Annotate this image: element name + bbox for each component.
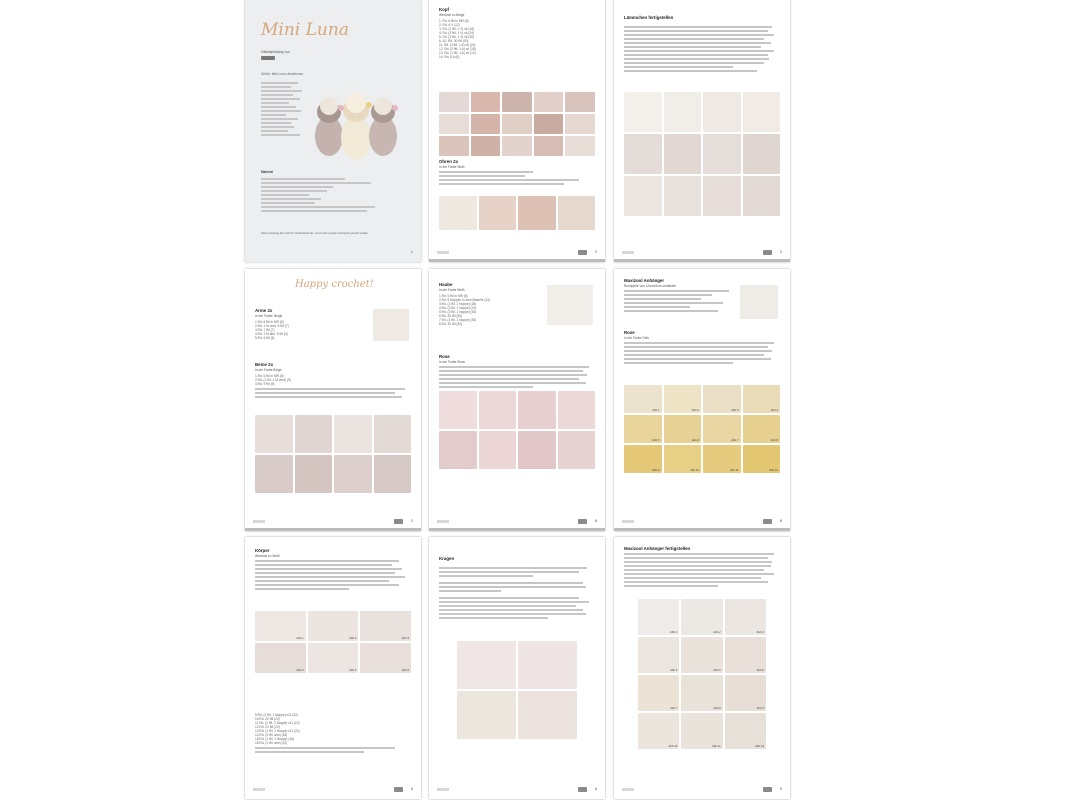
section-subtitle-arme: In der Farbe: Beige	[255, 314, 283, 318]
row-9: 13. Rd. (1 fM, 1 A) x6 (12)	[439, 51, 476, 55]
section-subtitle-beine: In der Farbe Beige	[255, 368, 282, 372]
row-4: 4.Rd. 1 M abn. 5 fM (6)	[255, 332, 288, 336]
step-photo	[518, 196, 556, 230]
step-photo	[518, 641, 577, 689]
row-9: 9.Rd. (1 fM, 1 Noppe) x11 (22)	[255, 713, 298, 717]
materials-heading: Material	[261, 170, 274, 174]
step-photo	[295, 415, 333, 453]
section-title: Körper	[255, 548, 270, 553]
row-5: 5.Rd. (3 fM, 1 Noppe) (30)	[439, 310, 477, 314]
step-photo	[518, 431, 556, 469]
cover-title: Mini Luna	[261, 20, 349, 40]
page-footer-bar	[614, 528, 790, 531]
section-title-beine: Beine 2x	[255, 362, 274, 367]
step-photo	[479, 431, 517, 469]
row-16: 16.Rd. (1 fM, abn) (12)	[255, 741, 288, 745]
footer-logo	[437, 788, 449, 791]
step-photo	[534, 92, 564, 112]
step-photo	[565, 92, 595, 112]
step-photo	[664, 176, 702, 216]
designer-logo	[261, 56, 275, 60]
row-10: 14. Rd. 6 A (6)	[439, 55, 460, 59]
step-photo	[743, 385, 781, 413]
figure-label: Abb.11	[711, 744, 721, 748]
step-photo	[725, 599, 766, 635]
row-5: 5. Rd. (3 fM, 1 V) x6 (30)	[439, 35, 475, 39]
section-title: Haube	[439, 282, 453, 287]
page-footer-bar	[429, 259, 605, 262]
step-photo	[743, 445, 781, 473]
step-photo	[703, 176, 741, 216]
figure-label: Abb.5	[713, 668, 721, 672]
section-title-ohren: Ohren 2x	[439, 159, 459, 164]
brand-icon	[394, 787, 403, 792]
row-3: 3.Rd. 9 fM (9)	[255, 382, 275, 386]
cover-footer: Diese Anleitung darf nicht für Verkaufszwecke, nur für den privaten Gebrauch genutzt werden.	[261, 232, 369, 235]
figure-label: Abb.6	[401, 668, 409, 672]
row-8: 12. Rd. (2 fM, 1 A) x6 (18)	[439, 47, 476, 51]
footer-logo	[622, 788, 634, 791]
figure-label: Abb.6	[756, 668, 764, 672]
brand-icon	[763, 250, 772, 255]
step-photo	[439, 431, 477, 469]
section-subtitle: Rundperle von 12mm/2cm umhäkeln	[624, 284, 677, 288]
step-photo	[360, 643, 411, 673]
step-photo	[334, 415, 372, 453]
footer-logo	[622, 520, 634, 523]
step-photo	[624, 445, 662, 473]
step-photo	[308, 643, 359, 673]
row-7: 11. Rd. (3 fM, 1 A) x6 (24)	[439, 43, 476, 47]
page-number: 8	[594, 518, 597, 523]
page-koerper	[245, 537, 421, 799]
header-script: Happy crochet!	[295, 279, 374, 290]
figure-label: Abb.12	[769, 468, 778, 472]
figure-label: Abb.10	[668, 744, 678, 748]
brand-icon	[763, 519, 772, 524]
row-2: 2.Rd. 6 Noppen in eine Masche (12)	[439, 298, 491, 302]
page-number: 2	[594, 249, 597, 254]
figure-label: Abb.7	[731, 438, 739, 442]
figure-label: Abb.1	[652, 408, 660, 412]
photo-grid	[439, 92, 595, 156]
page-footer-bar	[429, 528, 605, 531]
figure-label: Abb.8	[713, 706, 721, 710]
step-photo	[624, 176, 662, 216]
step-photo	[664, 92, 702, 132]
row-14: 14.Rd. (3 fM, abn) (18)	[255, 733, 288, 737]
step-photo	[255, 611, 306, 641]
step-photo	[334, 455, 372, 493]
figure-label: Abb.5	[349, 668, 357, 672]
figure-label: Abb.3	[731, 408, 739, 412]
step-photo	[703, 385, 741, 413]
figure-label: Abb.11	[729, 468, 739, 472]
page-number: 3	[779, 249, 782, 254]
page-footer-bar	[614, 259, 790, 262]
footer-logo	[622, 251, 634, 254]
step-photo	[703, 134, 741, 174]
step-photo	[439, 196, 477, 230]
section-subtitle: Wechsel zu Weiß	[255, 554, 280, 558]
step-photo	[703, 92, 741, 132]
step-photo	[439, 92, 469, 112]
step-photo	[518, 391, 556, 429]
photo-grid	[439, 196, 595, 230]
section-title: Maxizool Anhänger	[624, 278, 665, 283]
page-number: 2	[410, 518, 413, 523]
page-maxizool-fertig	[614, 537, 790, 799]
row-4: 4.Rd. (2 fM, 1 Noppe) (24)	[439, 306, 477, 310]
bead-photo	[740, 285, 778, 319]
row-3: 3.Rd. 7 fM (7)	[255, 328, 275, 332]
step-photo	[439, 114, 469, 134]
step-photo	[502, 136, 532, 156]
step-photo	[624, 92, 662, 132]
section-title: Lämmchen fertigstellen	[624, 15, 674, 20]
page-laemmchen	[614, 0, 790, 262]
figure-label: Abb.2	[691, 408, 699, 412]
footer-logo	[253, 788, 265, 791]
figure-label: Abb.4	[296, 668, 304, 672]
step-photo	[534, 136, 564, 156]
step-photo	[664, 445, 702, 473]
section-subtitle-rose: In der Farbe Gelb	[624, 336, 649, 340]
figure-label: Abb.6	[691, 438, 699, 442]
footer-logo	[437, 520, 449, 523]
page-number: 8	[779, 518, 782, 523]
row-8: 8.Rd. 30 fM (30)	[439, 322, 463, 326]
section-subtitle: Wechsel zu Beige	[439, 13, 465, 17]
brand-icon	[394, 519, 403, 524]
row-10: 10.Rd. 22 fM (22)	[255, 717, 280, 721]
figure-label: Abb.9	[756, 706, 764, 710]
step-photo	[638, 713, 679, 749]
page-kragen	[429, 537, 605, 799]
page-number: 5	[410, 786, 413, 791]
section-title-rose: Rose	[624, 330, 635, 335]
row-2: 2.Rd. (1 fM, 1 M verd) (9)	[255, 378, 291, 382]
figure-label: Abb.5	[652, 438, 660, 442]
step-photo	[558, 196, 596, 230]
row-3: 3.Rd. (1 fM, 1 Noppe) (18)	[439, 302, 477, 306]
step-photo	[439, 136, 469, 156]
figure-label: Abb.2	[713, 630, 721, 634]
figure-label: Abb.8	[770, 438, 778, 442]
row-1: 1.Rd. 6 fM in MR (6)	[255, 320, 284, 324]
row-4: 4. Rd. (2 fM, 1 V) x6 (24)	[439, 31, 475, 35]
step-photo	[664, 415, 702, 443]
step-photo	[558, 391, 596, 429]
section-subtitle-ohren: In der Farbe Weiß	[439, 165, 465, 169]
step-photo	[255, 455, 293, 493]
figure-label: Abb.3	[401, 636, 409, 640]
figure-label: Abb.1	[670, 630, 678, 634]
step-photo	[743, 92, 781, 132]
designer-line: Grüße: Mini Luna, Amelierose	[261, 72, 304, 76]
step-photo	[255, 643, 306, 673]
step-photo	[374, 415, 412, 453]
row-1: 1.Rd. 6 fM in MR (6)	[439, 294, 468, 298]
photo-grid	[255, 415, 411, 493]
step-photo	[725, 713, 766, 749]
step-photo	[743, 176, 781, 216]
row-7: 7.Rd. (1 fM, 1 Noppe) (30)	[439, 318, 477, 322]
footer-logo	[437, 251, 449, 254]
step-photo	[681, 675, 722, 711]
brand-icon	[578, 519, 587, 524]
photo-grid	[638, 599, 766, 749]
figure-label: Abb.1	[296, 636, 304, 640]
row-6: 6.-10. Rd. 30 fM (30)	[439, 39, 469, 43]
step-photo	[457, 641, 516, 689]
photo-grid	[255, 611, 411, 673]
page-number: 1	[410, 249, 413, 254]
page-maxizool	[614, 269, 790, 531]
step-photo	[725, 637, 766, 673]
row-1: 1. Rd. 6 fM in MR (6)	[439, 19, 469, 23]
step-photo	[638, 599, 679, 635]
step-photo	[518, 691, 577, 739]
step-photo	[681, 637, 722, 673]
row-15: 15.Rd. (1 fM, 1 Noppe) (18)	[255, 737, 294, 741]
row-11: 11.Rd. (1 fM, 1 Noppe) x11 (22)	[255, 721, 300, 725]
photo-grid	[624, 92, 780, 216]
page-cover	[245, 0, 421, 262]
step-photo	[638, 675, 679, 711]
cover-text-column	[261, 80, 307, 138]
photo-grid	[439, 391, 595, 469]
materials-list	[261, 176, 381, 214]
row-6: 6.Rd. 30 fM (30)	[439, 314, 463, 318]
figure-label: Abb.3	[756, 630, 764, 634]
step-photo	[624, 385, 662, 413]
section-title: Kopf	[439, 7, 449, 12]
arms-photo	[373, 309, 409, 341]
step-photo	[624, 134, 662, 174]
brand-icon	[578, 787, 587, 792]
row-13: 13.Rd. (1 fM, 1 Noppe) x11 (22)	[255, 729, 300, 733]
section-subtitle: In der Farbe Weiß	[439, 288, 465, 292]
figure-label: Abb.2	[349, 636, 357, 640]
haube-photo	[547, 285, 593, 325]
step-photo	[743, 134, 781, 174]
step-photo	[502, 92, 532, 112]
step-photo	[295, 455, 333, 493]
section-subtitle-rose: In der Farbe Rosa	[439, 360, 465, 364]
brand-icon	[578, 250, 587, 255]
figure-label: Abb.4	[770, 408, 778, 412]
footer-logo	[253, 520, 265, 523]
row-12: 12.Rd. 22 fM (22)	[255, 725, 280, 729]
figure-label: Abb.4	[670, 668, 678, 672]
figure-label: Abb.7	[670, 706, 678, 710]
step-photo	[664, 385, 702, 413]
step-photo	[534, 114, 564, 134]
page-number: 9	[779, 786, 782, 791]
step-photo	[255, 415, 293, 453]
page-footer-bar	[245, 528, 421, 531]
cover-photo-lambs	[307, 86, 405, 168]
photo-grid	[624, 385, 780, 473]
section-title: Maxizool Anhänger fertigstellen	[624, 546, 691, 551]
step-photo	[558, 431, 596, 469]
step-photo	[360, 611, 411, 641]
step-photo	[471, 92, 501, 112]
row-3: 3. Rd. (1 fM, 1 V) x6 (18)	[439, 27, 475, 31]
page-number: 6	[594, 786, 597, 791]
step-photo	[471, 114, 501, 134]
step-photo	[638, 637, 679, 673]
step-photo	[703, 415, 741, 443]
step-photo	[565, 136, 595, 156]
section-title-rose: Rose	[439, 354, 450, 359]
page-haube-rose	[429, 269, 605, 531]
page-arme-beine	[245, 269, 421, 531]
step-photo	[664, 134, 702, 174]
row-5: 5.Rd. 6 fM (6)	[255, 336, 275, 340]
photo-grid	[457, 641, 577, 739]
step-photo	[743, 415, 781, 443]
step-photo	[479, 196, 517, 230]
figure-label: Abb.10	[690, 468, 699, 472]
step-photo	[681, 713, 722, 749]
row-2: 2.Rd. 1 M verd. 5 fM (7)	[255, 324, 289, 328]
figure-label: Abb.9	[652, 468, 660, 472]
step-photo	[624, 415, 662, 443]
page-kopf	[429, 0, 605, 262]
figure-label: Abb.12	[755, 744, 764, 748]
step-photo	[308, 611, 359, 641]
section-title: Kragen	[439, 556, 455, 561]
step-photo	[681, 599, 722, 635]
step-photo	[703, 445, 741, 473]
row-2: 2. Rd. 6 V (12)	[439, 23, 460, 27]
row-1: 1.Rd. 6 fM in MR (6)	[255, 374, 284, 378]
section-title-arme: Arme 2x	[255, 308, 273, 313]
step-photo	[502, 114, 532, 134]
cover-subtitle: Häkelanleitung von	[261, 50, 290, 54]
step-photo	[565, 114, 595, 134]
step-photo	[471, 136, 501, 156]
step-photo	[479, 391, 517, 429]
step-photo	[725, 675, 766, 711]
step-photo	[457, 691, 516, 739]
step-photo	[374, 455, 412, 493]
brand-icon	[763, 787, 772, 792]
step-photo	[439, 391, 477, 429]
